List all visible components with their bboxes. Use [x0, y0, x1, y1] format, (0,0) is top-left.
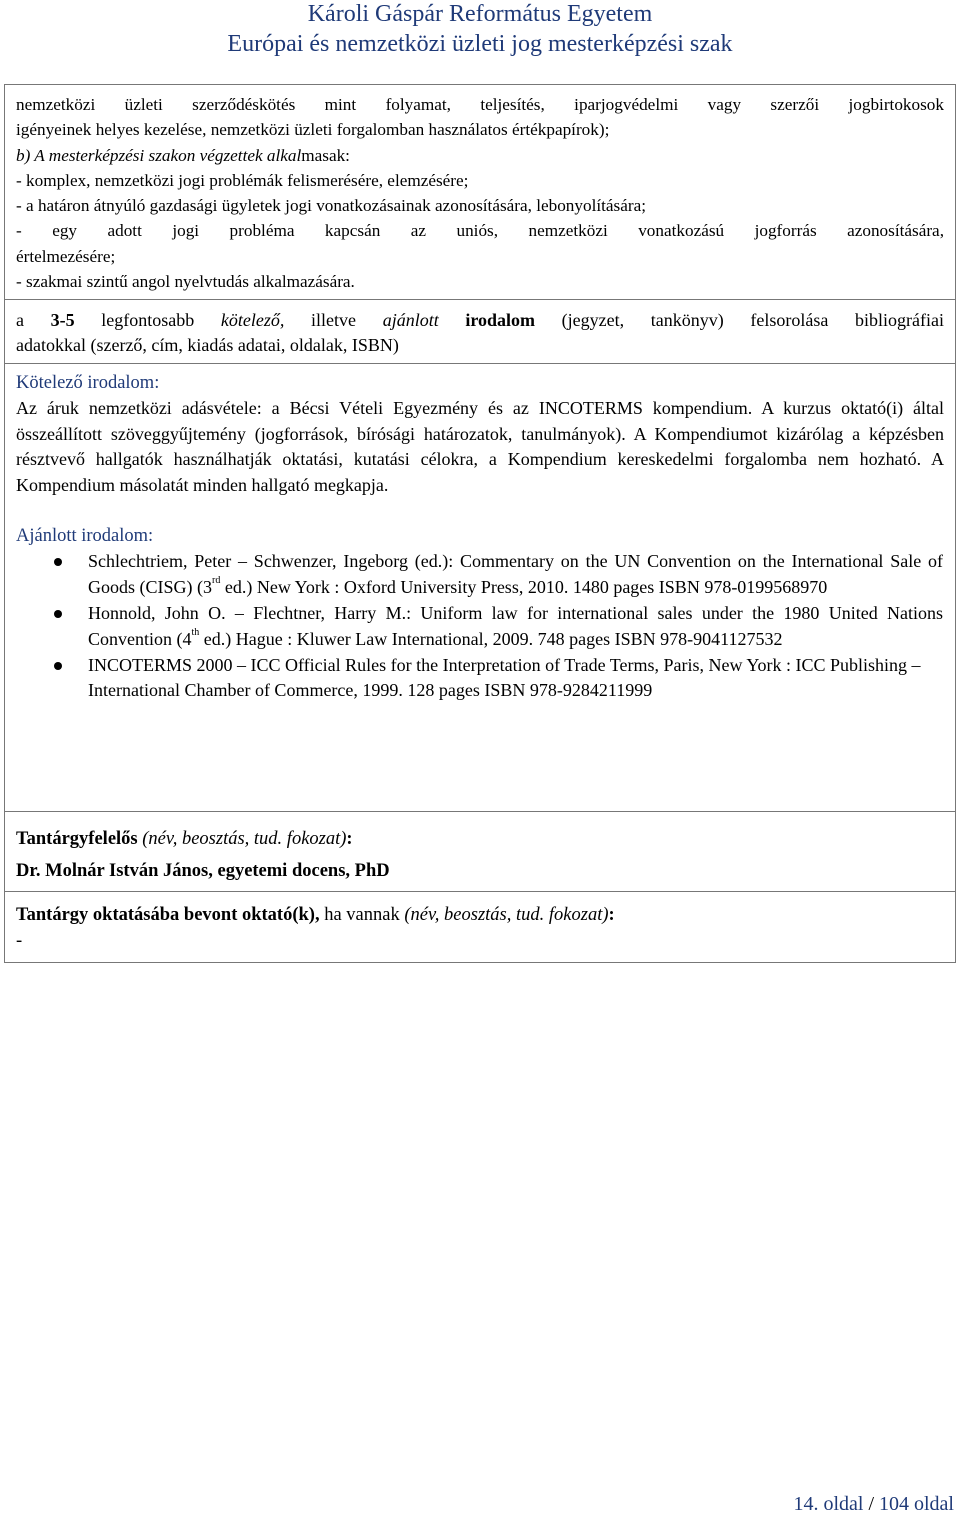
responsible-label: [5, 826, 955, 852]
page-number: [793, 1493, 954, 1516]
skills-line: - szakmai szintű angol nyelvtudás alkalmazására.: [16, 272, 355, 292]
recommended-list: [5, 549, 955, 704]
responsible-section: [4, 811, 956, 891]
responsible-label-colon: :: [346, 829, 353, 849]
reference-text: ed.) Hague : Kluwer Law International, 2009. 748 pages ISBN 978-9041127532: [199, 628, 783, 649]
recommended-heading: Ajánlott irodalom:: [16, 526, 154, 547]
bullet-icon: [54, 662, 62, 670]
instructors-label: [5, 902, 955, 928]
skills-line: [5, 143, 955, 168]
university-name: Károli Gáspár Református Egyetem: [307, 1, 653, 27]
bullet-icon: [54, 558, 62, 566]
skills-line: - a határon átnyúló gazdasági ügyletek jogi vonatkozásainak azonosítására, lebonyolítására;: [16, 196, 646, 216]
page-total: 104 oldal: [879, 1493, 954, 1515]
mandatory-heading: Kötelező irodalom:: [16, 373, 160, 393]
intro-text: illetve: [284, 310, 383, 330]
instructors-value: -: [16, 931, 23, 951]
literature-intro-line: [5, 308, 955, 333]
reference-sup: rd: [212, 575, 221, 587]
intro-text: legfontosabb: [74, 310, 221, 330]
reference-item: [88, 601, 955, 653]
reference-text: ed.) New York : Oxford University Press, 2010. 1480 pages ISBN 978-0199568970: [220, 577, 828, 598]
intro-text: (jegyzet, tankönyv) felsorolása bibliográfiai: [535, 310, 945, 330]
reference-item: [88, 653, 955, 705]
responsible-label-bold: Tantárgyfelelős: [16, 829, 138, 849]
literature-intro-section: [4, 299, 956, 363]
literature-intro-line: adatokkal (szerző, cím, kiadás adatai, oldalak, ISBN): [16, 335, 399, 356]
reference-text: Honnold, John O. – Flechtner, Harry M.: Uniform law for international sales under the 1980 United Nations Convention (4: [88, 602, 943, 649]
responsible-name-text: Dr. Molnár István János, egyetemi docens, PhD: [16, 861, 390, 881]
page-header: [0, 0, 960, 59]
skills-line: - komplex, nemzetközi jogi problémák felismerésére, elemzésére;: [16, 170, 469, 190]
intro-text: [439, 310, 466, 330]
literature-section: [4, 363, 956, 811]
page-separator: /: [863, 1493, 879, 1515]
skills-italic: b) A mesterképzési szakon végzettek alkal: [16, 145, 302, 165]
instructors-label-colon: :: [608, 905, 615, 925]
instructors-section: [4, 891, 956, 963]
skills-line: igényeinek helyes kezelése, nemzetközi üzleti forgalomban használatos értékpapírok);: [16, 120, 610, 140]
page-current: 14. oldal: [793, 1493, 864, 1515]
skills-rest: masak:: [301, 145, 350, 165]
instructors-label-plain: ha vannak: [319, 905, 405, 925]
skills-line: nemzetközi üzleti szerződéskötés mint folyamat, teljesítés, iparjogvédelmi vagy szerzői jogbirtokosok: [16, 95, 944, 114]
skills-section: [4, 84, 956, 299]
intro-text: a: [16, 310, 51, 330]
program-name: Európai és nemzetközi üzleti jog mesterképzési szak: [227, 31, 733, 57]
responsible-label-italic: (név, beosztás, tud. fokozat): [137, 829, 347, 849]
bullet-icon: [54, 610, 62, 618]
skills-line: értelmezésére;: [16, 246, 116, 266]
instructors-label-italic: (név, beosztás, tud. fokozat): [404, 905, 609, 925]
responsible-name: [5, 858, 955, 884]
intro-italic: ajánlott: [382, 310, 439, 330]
instructors-label-bold: Tantárgy oktatásába bevont oktató(k),: [16, 905, 320, 925]
skills-line: - egy adott jogi probléma kapcsán az uniós, nemzetközi vonatkozású jogforrás azonosítására,: [16, 221, 944, 241]
intro-bold: irodalom: [465, 310, 536, 330]
intro-italic: kötelező,: [220, 310, 285, 330]
mandatory-text: Az áruk nemzetközi adásvétele: a Bécsi Vételi Egyezmény és az INCOTERMS kompendium. A kurzus oktató(i) által összeállított szöveggyűjtemény (jogforrások, bírósági határozatok, tanulmányok). A Kompendiumot kizárólag a képzésben résztvevő hallgatók használhatják oktatási, kutatási célokra, a Kompendium kereskedelmi forgalomba nem hozható. A Kompendium másolatát minden hallgató megkapja.: [16, 398, 944, 495]
intro-bold: 3-5: [50, 310, 75, 330]
reference-text: INCOTERMS 2000 – ICC Official Rules for the Interpretation of Trade Terms, Paris, New York : ICC Publishing – International Chamber of Commerce, 1999. 128 pages ISBN 978-9284211999: [88, 654, 921, 701]
reference-sup: th: [191, 626, 200, 638]
reference-item: [88, 549, 955, 601]
reference-text: Schlechtriem, Peter – Schwenzer, Ingeborg (ed.): Commentary on the UN Convention on the International Sale of Goods (CISG) (3: [88, 551, 943, 598]
